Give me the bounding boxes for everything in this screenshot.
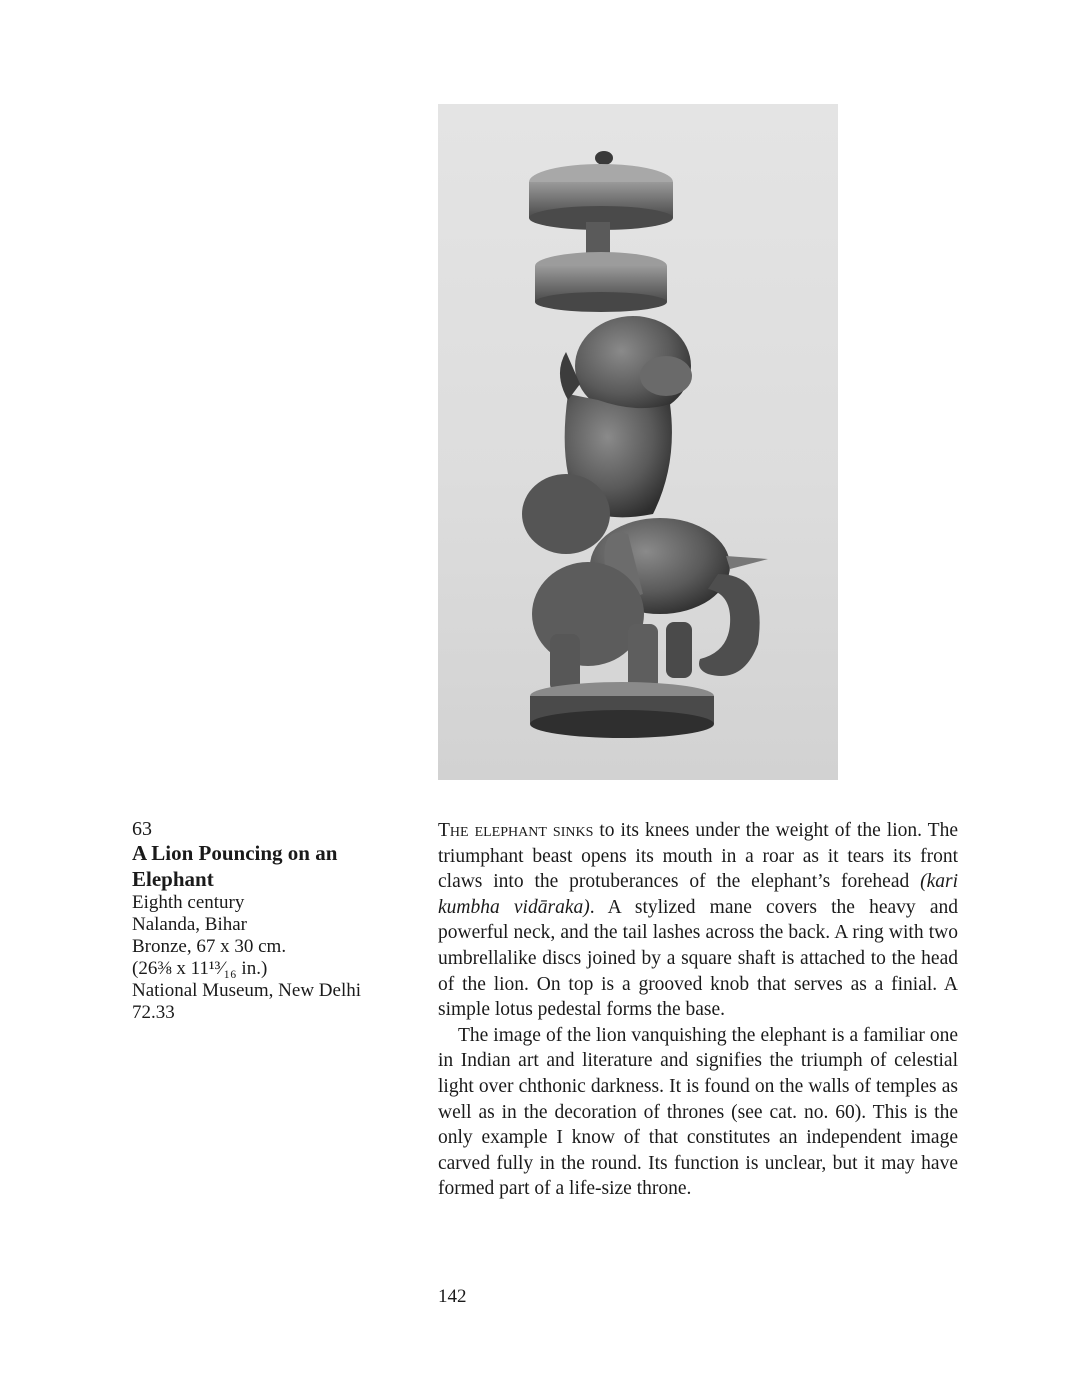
sanskrit-term: (kari kumbha vidāraka) [438, 871, 958, 918]
catalog-caption [132, 818, 402, 1024]
lion-elephant-sculpture-image [438, 104, 838, 780]
sculpture-photo [438, 104, 838, 780]
page-number: 142 [438, 1286, 467, 1307]
paragraph-1-text-b: . A stylized mane covers the heavy and powerful neck, and the tail lashes across the back. A ring with two umbrellalike discs joined by a square shaft is attached to the head of the lion. On top is a grooved knob that serves as a finial. A simple lotus pedestal forms the base. [438, 896, 958, 1021]
caption-accession-number: 72.33 [132, 1002, 175, 1023]
catalog-entry-text [438, 818, 958, 1202]
caption-dimensions-inches: (26⅜ x 11¹³⁄₁₆ in.) [132, 958, 268, 979]
catalog-title: A Lion Pouncing on an Elephant [132, 841, 338, 891]
caption-collection: National Museum, New Delhi [132, 980, 362, 1001]
caption-date: Eighth century [132, 892, 245, 913]
paragraph-1 [438, 818, 958, 1023]
catalog-number: 63 [132, 818, 152, 840]
caption-provenance: Nalanda, Bihar [132, 914, 248, 935]
paragraph-1-text-a: to its knees under the weight of the lion. The triumphant beast opens its mouth in a roar as it tears its front claws into the protuberances of the elephant’s forehead [438, 820, 958, 893]
paragraph-lead-in: The elephant sinks [438, 820, 594, 841]
caption-medium-dimensions: Bronze, 67 x 30 cm. [132, 936, 287, 957]
paragraph-2: The image of the lion vanquishing the elephant is a familiar one in Indian art and literature and signifies the triumph of celestial light over chthonic darkness. It is found on the walls of temples as well as in the decoration of thrones (see cat. no. 60). This is the only example I know of that constitutes an independent image carved fully in the round. Its function is unclear, but it may have formed part of a life-size throne. [438, 1024, 958, 1200]
